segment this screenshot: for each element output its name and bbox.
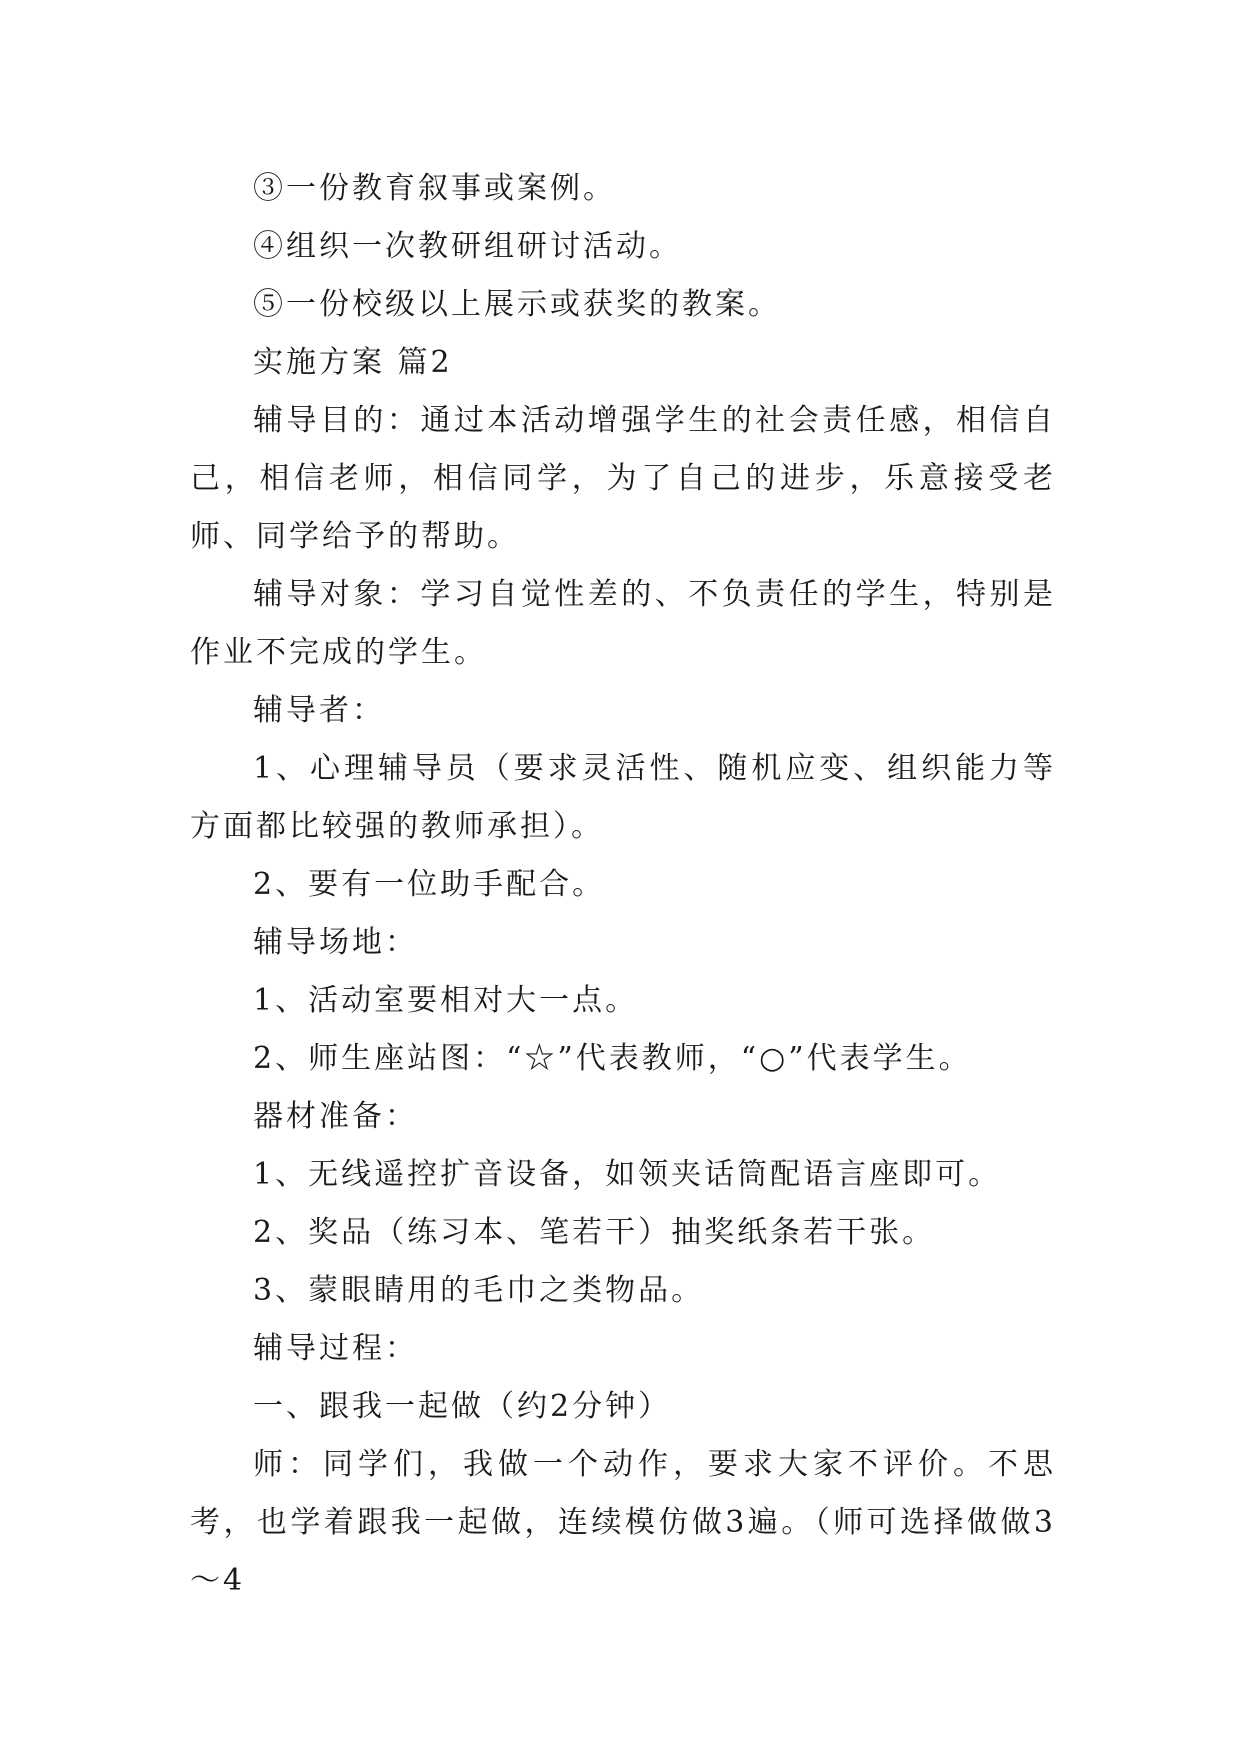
document-body xyxy=(190,160,1056,1610)
paragraph-target: 辅导对象：学习自觉性差的、不负责任的学生，特别是作业不完成的学生。 xyxy=(190,577,1056,670)
paragraph-counselor-heading: 辅导者： xyxy=(253,693,385,728)
paragraph-equipment-heading: 器材准备： xyxy=(253,1099,418,1134)
paragraph-process-heading: 辅导过程： xyxy=(253,1331,418,1366)
paragraph-counselor-2: 2、要有一位助手配合。 xyxy=(253,867,606,902)
list-item-5: ⑤一份校级以上展示或获奖的教案。 xyxy=(253,287,781,322)
paragraph-venue-2: 2、师生座站图：“☆”代表教师，“○”代表学生。 xyxy=(253,1041,972,1076)
list-item-3: ③一份教育叙事或案例。 xyxy=(253,171,616,206)
paragraph-equipment-1: 1、无线遥控扩音设备，如领夹话筒配语言座即可。 xyxy=(253,1157,1002,1192)
paragraph-equipment-2: 2、奖品（练习本、笔若干）抽奖纸条若干张。 xyxy=(253,1215,936,1250)
paragraph-venue-heading: 辅导场地： xyxy=(253,925,418,960)
paragraph-venue-1: 1、活动室要相对大一点。 xyxy=(253,983,639,1018)
paragraph-equipment-3: 3、蒙眼睛用的毛巾之类物品。 xyxy=(253,1273,705,1308)
section-heading: 实施方案 篇2 xyxy=(253,345,453,380)
paragraph-counselor-1: 1、心理辅导员（要求灵活性、随机应变、组织能力等方面都比较强的教师承担）。 xyxy=(190,751,1056,844)
paragraph-process-step-1: 一、跟我一起做（约2分钟） xyxy=(253,1389,672,1424)
paragraph-purpose: 辅导目的：通过本活动增强学生的社会责任感，相信自己，相信老师，相信同学，为了自己的进步，乐意接受老师、同学给予的帮助。 xyxy=(190,403,1056,554)
list-item-4: ④组织一次教研组研讨活动。 xyxy=(253,229,682,264)
paragraph-teacher-speech: 师：同学们，我做一个动作，要求大家不评价。不思考，也学着跟我一起做，连续模仿做3遍。（师可选择做做3～4 xyxy=(190,1447,1056,1598)
